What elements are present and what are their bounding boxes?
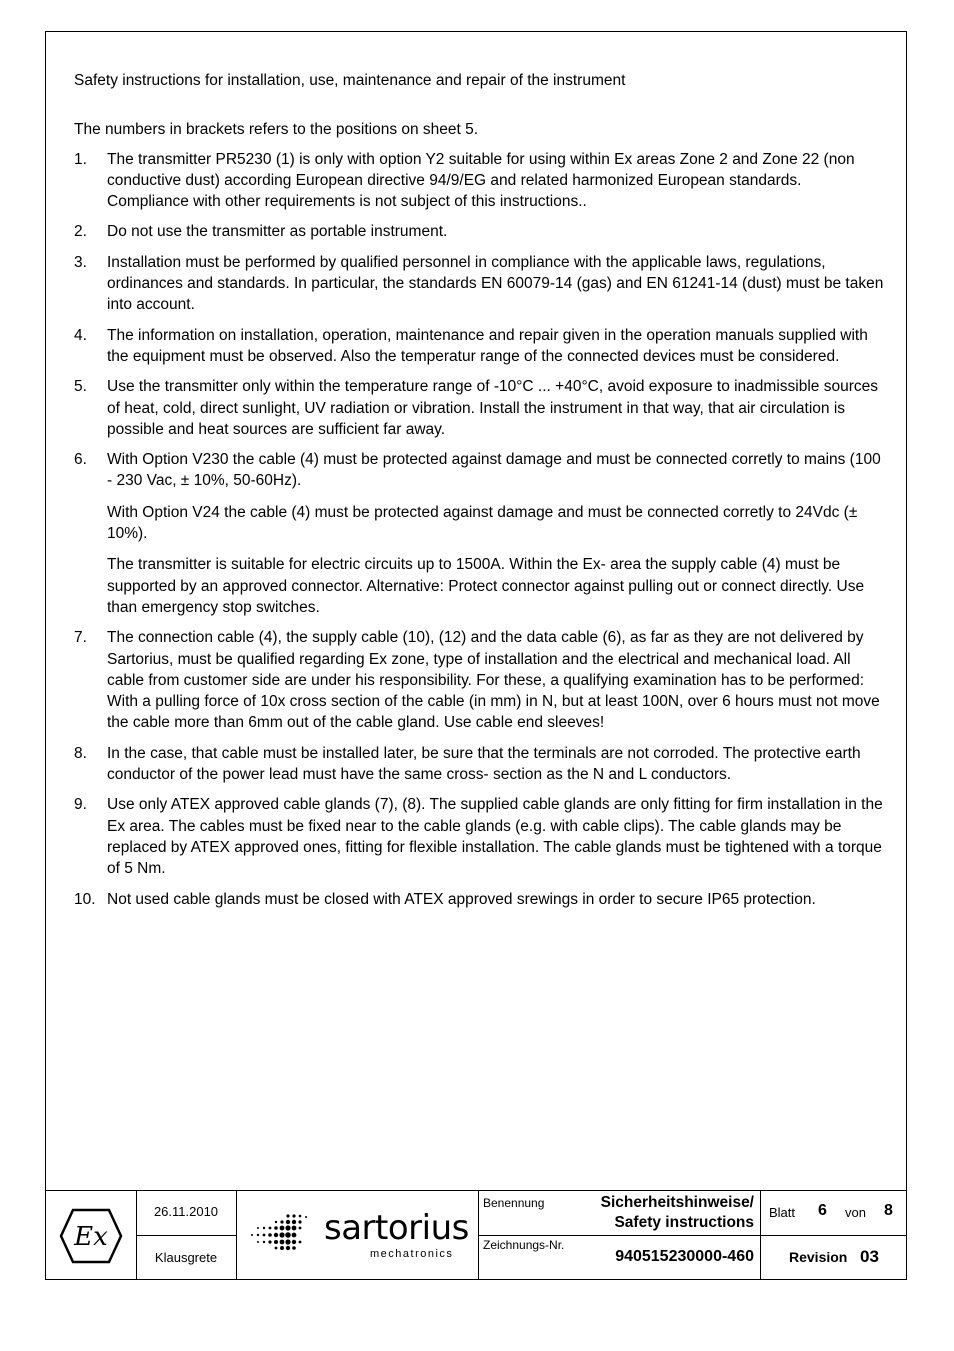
list-item-number: 3.: [74, 253, 87, 271]
ex-symbol-text: Ex: [74, 1222, 108, 1252]
list-item: [74, 743, 886, 786]
list-item: [74, 325, 886, 368]
list-item: [74, 889, 886, 910]
drawing-number: 940515230000-460: [615, 1248, 754, 1265]
revision-label: Revision: [789, 1249, 848, 1265]
ex-hexagon-icon: [59, 1208, 123, 1264]
title-block-top-line: [45, 1190, 907, 1191]
list-item-number: 6.: [74, 451, 87, 469]
dot-grid-logo-icon: [250, 1210, 310, 1254]
list-item-text: Use the transmitter only within the temperature range of -10°C ... +40°C, avoid exposure to inadmissible sources of heat, cold, direct sunlight, UV radiation or vibration. Install the instrument in that way, that air circulation is possible and heat sources are sufficient far away.: [107, 378, 878, 438]
revision-number: 03: [860, 1247, 879, 1266]
list-item-text: The transmitter PR5230 (1) is only with option Y2 suitable for using within Ex areas Zone 2 and Zone 22 (non conductive dust) according European directive 94/9/EG and related harmonized European standards. Compliance with other requirements is not subject of this instructions..: [107, 150, 855, 211]
list-item-text: With Option V230 the cable (4) must be protected against damage and must be connected corretly to mains (100 - 230 Vac, ± 10%, 50-60Hz).: [107, 451, 881, 490]
document-heading: Safety instructions for installation, use, maintenance and repair of the instrument: [74, 72, 626, 89]
list-item-text: Use only ATEX approved cable glands (7), (8). The supplied cable glands are only fitting for firm installation in the Ex area. The cables must be fixed near to the cable glands (e.g. with cable clips). The cable glands may be replaced by ATEX approved ones, fitting for flexible installation. The cable glands must be tightened with a torque of 5 Nm.: [107, 796, 883, 878]
list-item-text: Not used cable glands must be closed with ATEX approved srewings in order to secure IP65 protection.: [107, 890, 816, 908]
list-item-number: 8.: [74, 744, 87, 762]
list-item: [74, 221, 886, 242]
divider: [478, 1235, 907, 1236]
list-item: [74, 376, 886, 440]
list-item: [74, 449, 886, 618]
title-german: Sicherheitshinweise/: [600, 1194, 754, 1211]
list-item-text: Installation must be performed by qualified personnel in compliance with the applicable laws, regulations, ordinances and standards. In particular, the standards EN 60079-14 (gas) and EN 61241-14 (dust) must be taken into account.: [107, 253, 884, 314]
title-english: Safety instructions: [614, 1214, 754, 1231]
logo-subtitle: mechatronics: [370, 1248, 454, 1260]
list-item: [74, 252, 886, 316]
intro-note: The numbers in brackets refers to the positions on sheet 5.: [74, 121, 479, 139]
list-item-number: 7.: [74, 629, 87, 647]
blatt-label: Blatt: [769, 1205, 796, 1220]
instruction-list: [74, 149, 886, 910]
divider: [236, 1190, 237, 1280]
document-body: [74, 70, 886, 919]
sheet-number: 6: [818, 1202, 827, 1219]
list-item-number: 10.: [74, 890, 96, 908]
list-item-number: 4.: [74, 326, 87, 344]
list-item-text: The connection cable (4), the supply cable (10), (12) and the data cable (6), as far as they are not delivered by Sartorius, must be qualified regarding Ex zone, type of installation and the electrical and mechanical load. All cable from customer side are under his responsibility. For these, a qualifying examination has to be performed: With a pulling force of 10x cross section of the cable (in mm) in N, but at least 100N, over 6 hours must not move the cable more than 6mm out of the cable gland. Use cable end sleeves!: [107, 629, 880, 732]
benennung-label: Benennung: [483, 1196, 545, 1210]
list-item-number: 2.: [74, 223, 87, 241]
list-item: [74, 794, 886, 879]
list-item-number: 9.: [74, 796, 87, 814]
sartorius-logo: [250, 1208, 470, 1268]
logo-wordmark: sartorius: [324, 1208, 469, 1248]
list-item-text: In the case, that cable must be installed later, be sure that the terminals are not corroded. The protective earth conductor of the power lead must have the same cross- section as the N and L conductors.: [107, 744, 861, 784]
list-item-number: 1.: [74, 150, 87, 168]
list-item-text: The information on installation, operation, maintenance and repair given in the operation manuals supplied with the equipment must be observed. Also the temperatur range of the connected devices must be considered.: [107, 326, 868, 365]
list-item-number: 5.: [74, 378, 87, 396]
document-title: [525, 1193, 754, 1233]
total-sheets: 8: [884, 1202, 893, 1219]
von-label: von: [845, 1205, 866, 1220]
list-item-text: With Option V24 the cable (4) must be protected against damage and must be connected corretly to 24Vdc (± 10%).: [107, 503, 858, 543]
author-field: Klausgrete: [154, 1250, 218, 1265]
list-item: [74, 149, 886, 213]
divider: [136, 1235, 236, 1236]
title-block: [45, 1190, 907, 1280]
list-item-text: Do not use the transmitter as portable instrument.: [107, 223, 448, 241]
date-field: 26.11.2010: [153, 1204, 219, 1219]
list-item-text: The transmitter is suitable for electric circuits up to 1500A. Within the Ex- area the supply cable (4) must be supported by an approved connector. Alternative: Protect connector against pulling out or connect directly. Use than emergency stop switches.: [107, 556, 865, 616]
list-item: [74, 627, 886, 733]
zeichnung-label: Zeichnungs-Nr.: [483, 1238, 565, 1252]
